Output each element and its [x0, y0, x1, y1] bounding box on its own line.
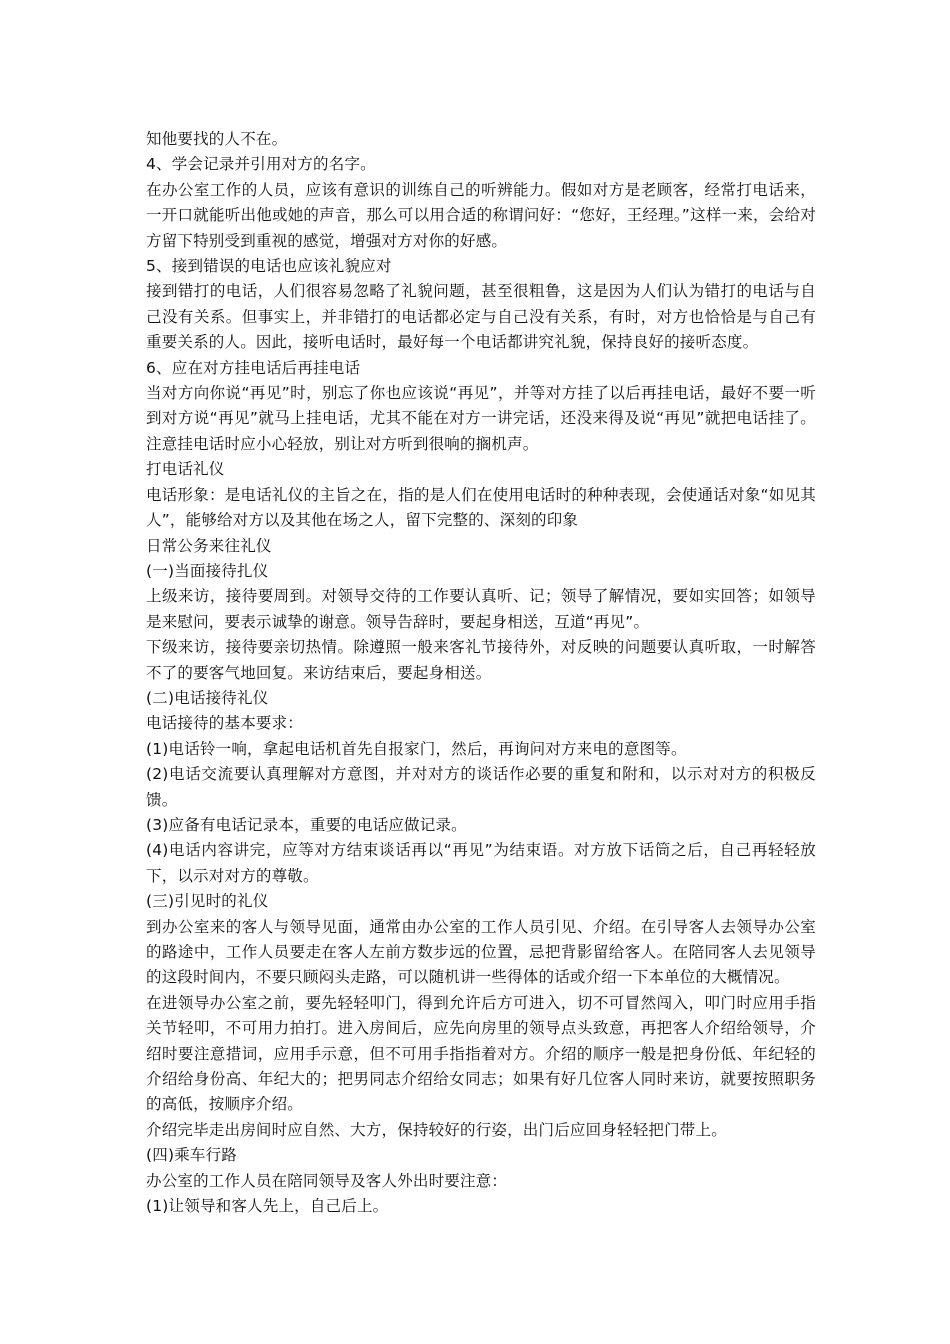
document-body — [146, 127, 816, 1219]
paragraph: 上级来访，接待要周到。对领导交待的工作要认真听、记；领导了解情况，要如实回答；如领导是来慰问，要表示诚挚的谢意。领导告辞时，要起身相送，互道“再见”。 — [146, 587, 816, 631]
paragraph: 到办公室来的客人与领导见面，通常由办公室的工作人员引见、介绍。在引导客人去领导办公室的路途中，工作人员要走在客人左前方数步远的位置，忌把背影留给客人。在陪同客人去见领导的这段时间内，不要只顾闷头走路，可以随机讲一些得体的话或介绍一下本单位的大概情况。 — [146, 917, 816, 987]
paragraph: 办公室的工作人员在陪同领导及客人外出时要注意： — [146, 1171, 508, 1190]
list-item: (1)电话铃一响，拿起电话机首先自报家门，然后，再询问对方来电的意图等。 — [146, 739, 687, 758]
paragraph: 在进领导办公室之前，要先轻轻叩门，得到允许后方可进入，切不可冒然闯入，叩门时应用手指关节轻叩，不可用力拍打。进入房间后，应先向房里的领导点头致意，再把客人介绍给领导，介绍时要注意措词，应用手示意，但不可用手指指着对方。介绍的顺序一般是把身份低、年纪轻的介绍给身份高、年纪大的；把男同志介绍给女同志；如果有好几位客人同时来访，就要按照职务的高低，按顺序介绍。 — [146, 993, 816, 1114]
section-heading: 4、学会记录并引用对方的名字。 — [146, 155, 376, 174]
subsection-heading: (四)乘车行路 — [146, 1146, 237, 1165]
subsection-heading: (二)电话接待礼仪 — [146, 688, 269, 707]
paragraph: 介绍完毕走出房间时应自然、大方，保持较好的行姿，出门后应回身轻轻把门带上。 — [146, 1120, 727, 1139]
subsection-heading: (一)当面接待扎仪 — [146, 561, 269, 580]
list-item: (1)让领导和客人先上，自己后上。 — [146, 1197, 389, 1216]
section-heading: 6、应在对方挂电话后再挂电话 — [146, 358, 361, 377]
paragraph: 电话形象：是电话礼仪的主旨之在，指的是人们在使用电话时的种种表现，会使通话对象“如见其人”，能够给对方以及其他在场之人，留下完整的、深刻的印象 — [146, 485, 816, 530]
list-item: (4)电话内容讲完，应等对方结束谈话再以“再见”为结束语。对方放下话筒之后，自己再轻轻放下，以示对对方的尊敬。 — [146, 841, 816, 885]
paragraph: 接到错打的电话，人们很容易忽略了礼貌问题，甚至很粗鲁，这是因为人们认为错打的电话与自己没有关系。但事实上，并非错打的电话都必定与自己没有关系，有时，对方也恰恰是与自己有重要关系的人。因此，接听电话时，最好每一个电话都讲究礼貌，保持良好的接听态度。 — [146, 282, 816, 352]
section-heading: 日常公务来往礼仪 — [146, 536, 272, 555]
paragraph: 电话接待的基本要求： — [146, 714, 304, 733]
list-item: (2)电话交流要认真理解对方意图，并对对方的谈话作必要的重复和附和，以示对对方的积极反馈。 — [146, 765, 816, 809]
section-heading: 5、接到错误的电话也应该礼貌应对 — [146, 257, 392, 276]
subsection-heading: (三)引见时的礼仪 — [146, 892, 269, 911]
paragraph: 当对方向你说“再见”时，别忘了你也应该说“再见”，并等对方挂了以后再挂电话，最好不要一听到对方说“再见”就马上挂电话，尤其不能在对方一讲完话，还没来得及说“再见”就把电话挂了。注意挂电话时应小心轻放，别让对方听到很响的搁机声。 — [146, 384, 816, 453]
paragraph: 在办公室工作的人员，应该有意识的训练自己的听辨能力。假如对方是老顾客，经常打电话来，一开口就能听出他或她的声音，那么可以用合适的称谓问好：“您好，王经理。”这样一来，会给对方留下特别受到重视的感觉，增强对方对你的好感。 — [146, 180, 816, 250]
paragraph: 下级来访，接待要亲切热情。除遵照一般来客礼节接待外，对反映的问题要认真听取，一时解答不了的要客气地回复。来访结束后，要起身相送。 — [146, 638, 816, 682]
list-item: (3)应备有电话记录本，重要的电话应做记录。 — [146, 815, 467, 834]
section-heading: 打电话礼仪 — [146, 460, 225, 479]
paragraph: 知他要找的人不在。 — [146, 130, 288, 148]
